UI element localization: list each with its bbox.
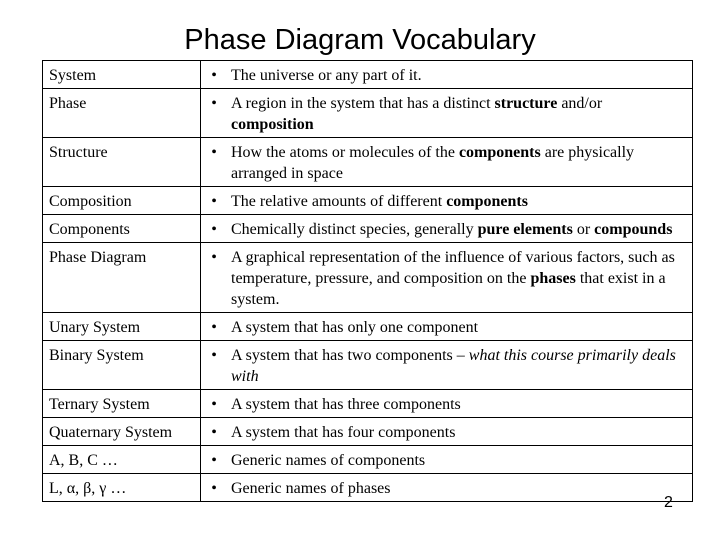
vocabulary-table-body (43, 61, 693, 502)
table-row (43, 390, 693, 418)
definition-text: A system that has only one component (231, 319, 479, 336)
bullet-icon: • (201, 243, 226, 313)
term-cell: System (43, 61, 201, 89)
definition-text: compounds (594, 221, 673, 238)
definition-text: are physically arranged in space (231, 144, 635, 182)
table-row (43, 138, 693, 187)
definition-text: what this course primarily deals with (231, 347, 676, 385)
definition-text: that exist in a system. (231, 270, 666, 308)
definition-text: A system that has four components (231, 424, 456, 441)
definition-text: A system that has three components (231, 396, 461, 413)
definition-text: components (446, 193, 528, 210)
definition-cell (225, 418, 693, 446)
term-cell: Composition (43, 187, 201, 215)
table-row (43, 215, 693, 243)
term-cell: Binary System (43, 341, 201, 390)
table-row (43, 341, 693, 390)
page-title: Phase Diagram Vocabulary (184, 24, 536, 56)
definition-text: The universe or any part of it. (231, 67, 422, 84)
term-cell: A, B, C … (43, 446, 201, 474)
definition-cell (225, 313, 693, 341)
definition-text: composition (231, 116, 314, 133)
definition-text: A system that has two components – (231, 347, 469, 364)
bullet-icon: • (201, 187, 226, 215)
definition-text: Generic names of phases (231, 480, 391, 497)
term-cell: Ternary System (43, 390, 201, 418)
bullet-icon: • (201, 474, 226, 502)
bullet-icon: • (201, 313, 226, 341)
bullet-icon: • (201, 89, 226, 138)
definition-text: or (572, 221, 595, 238)
bullet-icon: • (201, 446, 226, 474)
bullet-icon: • (201, 138, 226, 187)
table-row (43, 446, 693, 474)
table-row (43, 474, 693, 502)
definition-text: A graphical representation of the influence of various factors, such as temperature, pressure, and composition on the (231, 249, 675, 287)
table-row (43, 418, 693, 446)
definition-text: structure (494, 95, 558, 112)
definition-text: The relative amounts of different (231, 193, 447, 210)
definition-text: How the atoms or molecules of the (231, 144, 459, 161)
definition-cell (225, 446, 693, 474)
term-cell: Unary System (43, 313, 201, 341)
table-row (43, 89, 693, 138)
table-row (43, 243, 693, 313)
term-cell: Structure (43, 138, 201, 187)
definition-cell (225, 215, 693, 243)
definition-cell (225, 474, 693, 502)
bullet-icon: • (201, 215, 226, 243)
term-cell: Quaternary System (43, 418, 201, 446)
table-row (43, 187, 693, 215)
term-cell: Components (43, 215, 201, 243)
term-cell: Phase Diagram (43, 243, 201, 313)
definition-cell (225, 341, 693, 390)
page-number: 2 (664, 494, 673, 511)
bullet-icon: • (201, 390, 226, 418)
bullet-icon: • (201, 341, 226, 390)
definition-cell (225, 187, 693, 215)
definition-text: and/or (557, 95, 603, 112)
term-cell: Phase (43, 89, 201, 138)
vocabulary-table (42, 60, 693, 502)
definition-text: phases (530, 270, 576, 287)
bullet-icon: • (201, 418, 226, 446)
definition-cell (225, 61, 693, 89)
definition-cell (225, 390, 693, 418)
table-row (43, 61, 693, 89)
definition-cell (225, 89, 693, 138)
definition-text: Generic names of components (231, 452, 426, 469)
definition-text: components (458, 144, 541, 161)
definition-text: A region in the system that has a distinct (231, 95, 495, 112)
definition-cell (225, 243, 693, 313)
bullet-icon: • (201, 61, 226, 89)
definition-text: Chemically distinct species, generally (231, 221, 478, 238)
definition-text: pure elements (477, 221, 573, 238)
definition-cell (225, 138, 693, 187)
table-row (43, 313, 693, 341)
term-cell: L, α, β, γ … (43, 474, 201, 502)
